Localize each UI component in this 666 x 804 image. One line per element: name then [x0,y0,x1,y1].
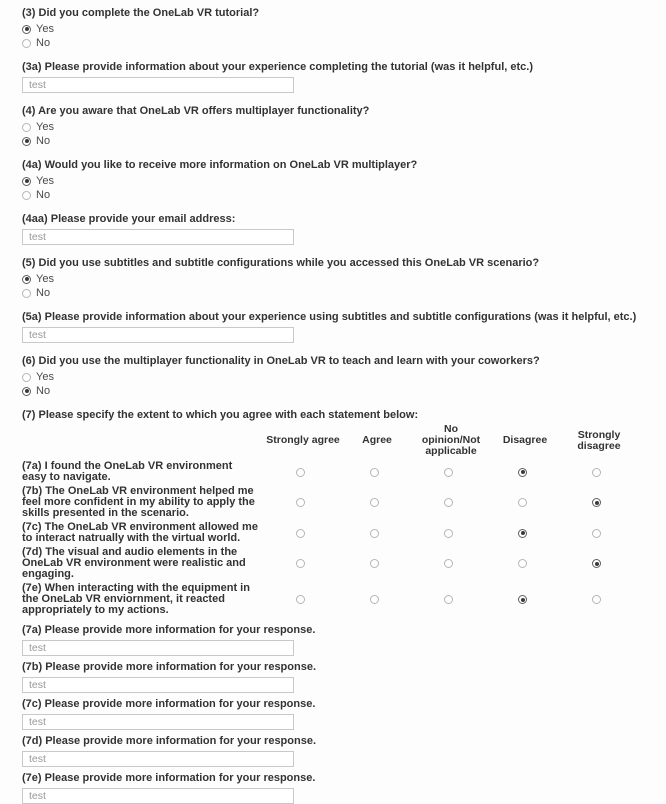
radio-icon[interactable] [22,387,31,396]
cell-7c-disagree[interactable] [488,529,562,538]
radio-icon[interactable] [518,559,527,568]
likert-row-7a [22,461,644,483]
question-4aa-email-input[interactable] [22,229,294,245]
radio-icon[interactable] [370,498,379,507]
cell-7b-agree[interactable] [340,498,414,507]
question-7c-info [22,698,644,730]
radio-icon[interactable] [444,595,453,604]
likert-row-7d [22,547,644,580]
radio-icon[interactable] [370,559,379,568]
radio-icon[interactable] [518,498,527,507]
cell-7d-strongly-agree[interactable] [266,559,340,568]
question-7b-info-input[interactable] [22,677,294,693]
question-5a [22,311,644,343]
radio-icon[interactable] [22,123,31,132]
radio-icon[interactable] [370,468,379,477]
radio-icon[interactable] [518,529,527,538]
radio-icon[interactable] [592,468,601,477]
option-label: No [36,135,51,147]
question-7c-info-input[interactable] [22,714,294,730]
question-4a-option-yes[interactable] [22,174,644,188]
cell-7c-agree[interactable] [340,529,414,538]
question-7c-info-label: (7c) Please provide more information for your response. [22,698,316,710]
row-label-7c: (7c) The OneLab VR environment allowed me to interact natrually with the virtual world. [22,521,258,544]
question-4a [22,159,644,202]
question-7-matrix [22,409,644,616]
radio-icon[interactable] [22,25,31,34]
question-4a-label: (4a) Would you like to receive more information on OneLab VR multiplayer? [22,159,418,171]
question-7b-info-label: (7b) Please provide more information for your response. [22,661,317,673]
radio-icon[interactable] [22,373,31,382]
question-4-options [22,120,644,148]
likert-row-7e [22,583,644,616]
question-7d-info-label: (7d) Please provide more information for your response. [22,735,317,747]
column-header-strongly-agree: Strongly agree [266,434,340,446]
option-label: Yes [36,121,54,133]
radio-icon[interactable] [444,468,453,477]
cell-7d-disagree[interactable] [488,559,562,568]
likert-row-7b [22,486,644,519]
radio-icon[interactable] [296,468,305,477]
question-5a-input[interactable] [22,327,294,343]
cell-7d-no-opinion[interactable] [414,559,488,568]
radio-icon[interactable] [592,559,601,568]
question-3a-input[interactable] [22,77,294,93]
radio-icon[interactable] [22,177,31,186]
likert-table [22,424,644,616]
question-7d-info-input[interactable] [22,751,294,767]
radio-icon[interactable] [592,498,601,507]
radio-icon[interactable] [444,498,453,507]
column-header-no-opinion: No opinion/Not applicable [421,423,481,457]
radio-icon[interactable] [518,595,527,604]
question-6-option-no[interactable] [22,384,644,398]
cell-7b-disagree[interactable] [488,498,562,507]
option-label: Yes [36,175,54,187]
option-label: No [36,287,51,299]
option-label: Yes [36,273,54,285]
question-4-option-yes[interactable] [22,120,644,134]
question-3a [22,61,644,93]
cell-7c-no-opinion[interactable] [414,529,488,538]
option-label: No [36,189,51,201]
question-7a-info-label: (7a) Please provide more information for your response. [22,624,316,636]
radio-icon[interactable] [22,275,31,284]
question-6-options [22,370,644,398]
question-5-options [22,272,644,300]
radio-icon[interactable] [22,39,31,48]
question-7d-info [22,735,644,767]
question-4-label: (4) Are you aware that OneLab VR offers multiplayer functionality? [22,105,370,117]
radio-icon[interactable] [296,529,305,538]
cell-7e-agree[interactable] [340,595,414,604]
question-4a-options [22,174,644,202]
row-label-7e: (7e) When interacting with the equipment in the OneLab VR enviornment, it reacted appropriately to my actions. [22,582,250,616]
cell-7a-strongly-disagree[interactable] [562,468,636,477]
question-4a-option-no[interactable] [22,188,644,202]
question-6 [22,355,644,398]
option-label: No [36,37,51,49]
radio-icon[interactable] [444,529,453,538]
question-3a-label: (3a) Please provide information about your experience completing the tutorial (was it helpful, etc.) [22,61,533,73]
question-3-options [22,22,644,50]
question-7e-info-input[interactable] [22,788,294,804]
radio-icon[interactable] [370,595,379,604]
question-7a-info [22,624,644,656]
question-5-label: (5) Did you use subtitles and subtitle configurations while you accessed this OneLab VR scenario? [22,257,540,269]
question-7e-info [22,772,644,804]
question-5 [22,257,644,300]
cell-7b-strongly-agree[interactable] [266,498,340,507]
radio-icon[interactable] [518,468,527,477]
radio-icon[interactable] [296,595,305,604]
row-label-7a: (7a) I found the OneLab VR environment easy to navigate. [22,460,233,483]
row-label-7b: (7b) The OneLab VR environment helped me feel more confident in my ability to apply the skills presented in the scenario. [22,485,255,519]
cell-7e-strongly-disagree[interactable] [562,595,636,604]
option-label: Yes [36,371,54,383]
cell-7b-strongly-disagree[interactable] [562,498,636,507]
question-3-label: (3) Did you complete the OneLab VR tutorial? [22,7,260,19]
cell-7e-no-opinion[interactable] [414,595,488,604]
radio-icon[interactable] [22,137,31,146]
cell-7d-strongly-disagree[interactable] [562,559,636,568]
radio-icon[interactable] [592,595,601,604]
cell-7d-agree[interactable] [340,559,414,568]
question-7b-info [22,661,644,693]
question-4 [22,105,644,148]
cell-7e-strongly-agree[interactable] [266,595,340,604]
column-header-agree: Agree [362,434,392,446]
question-3-option-no[interactable] [22,36,644,50]
radio-icon[interactable] [296,559,305,568]
question-3-option-yes[interactable] [22,22,644,36]
radio-icon[interactable] [592,529,601,538]
question-5-option-no[interactable] [22,286,644,300]
question-5-option-yes[interactable] [22,272,644,286]
cell-7b-no-opinion[interactable] [414,498,488,507]
option-label: Yes [36,23,54,35]
radio-icon[interactable] [444,559,453,568]
question-7a-info-input[interactable] [22,640,294,656]
option-label: No [36,385,51,397]
question-4aa-label: (4aa) Please provide your email address: [22,213,236,225]
cell-7e-disagree[interactable] [488,595,562,604]
question-3 [22,7,644,50]
question-6-label: (6) Did you use the multiplayer functionality in OneLab VR to teach and learn with your coworkers? [22,355,540,367]
likert-row-7c [22,522,644,544]
question-7e-info-label: (7e) Please provide more information for your response. [22,772,316,784]
cell-7a-strongly-agree[interactable] [266,468,340,477]
cell-7a-disagree[interactable] [488,468,562,477]
column-header-disagree: Disagree [502,434,548,446]
cell-7c-strongly-agree[interactable] [266,529,340,538]
radio-icon[interactable] [296,498,305,507]
column-header-strongly-disagree: Strongly disagree [577,428,621,452]
cell-7c-strongly-disagree[interactable] [562,529,636,538]
question-7-label: (7) Please specify the extent to which you agree with each statement below: [22,409,419,421]
cell-7a-no-opinion[interactable] [414,468,488,477]
radio-icon[interactable] [22,191,31,200]
question-6-option-yes[interactable] [22,370,644,384]
row-label-7d: (7d) The visual and audio elements in the OneLab VR environment were realistic and engaging. [22,546,246,580]
radio-icon[interactable] [370,529,379,538]
radio-icon[interactable] [22,289,31,298]
question-4-option-no[interactable] [22,134,644,148]
cell-7a-agree[interactable] [340,468,414,477]
question-5a-label: (5a) Please provide information about your experience using subtitles and subtitle configurations (was it helpful, etc.) [22,311,637,323]
likert-header-row [22,424,644,457]
question-4aa [22,213,644,245]
